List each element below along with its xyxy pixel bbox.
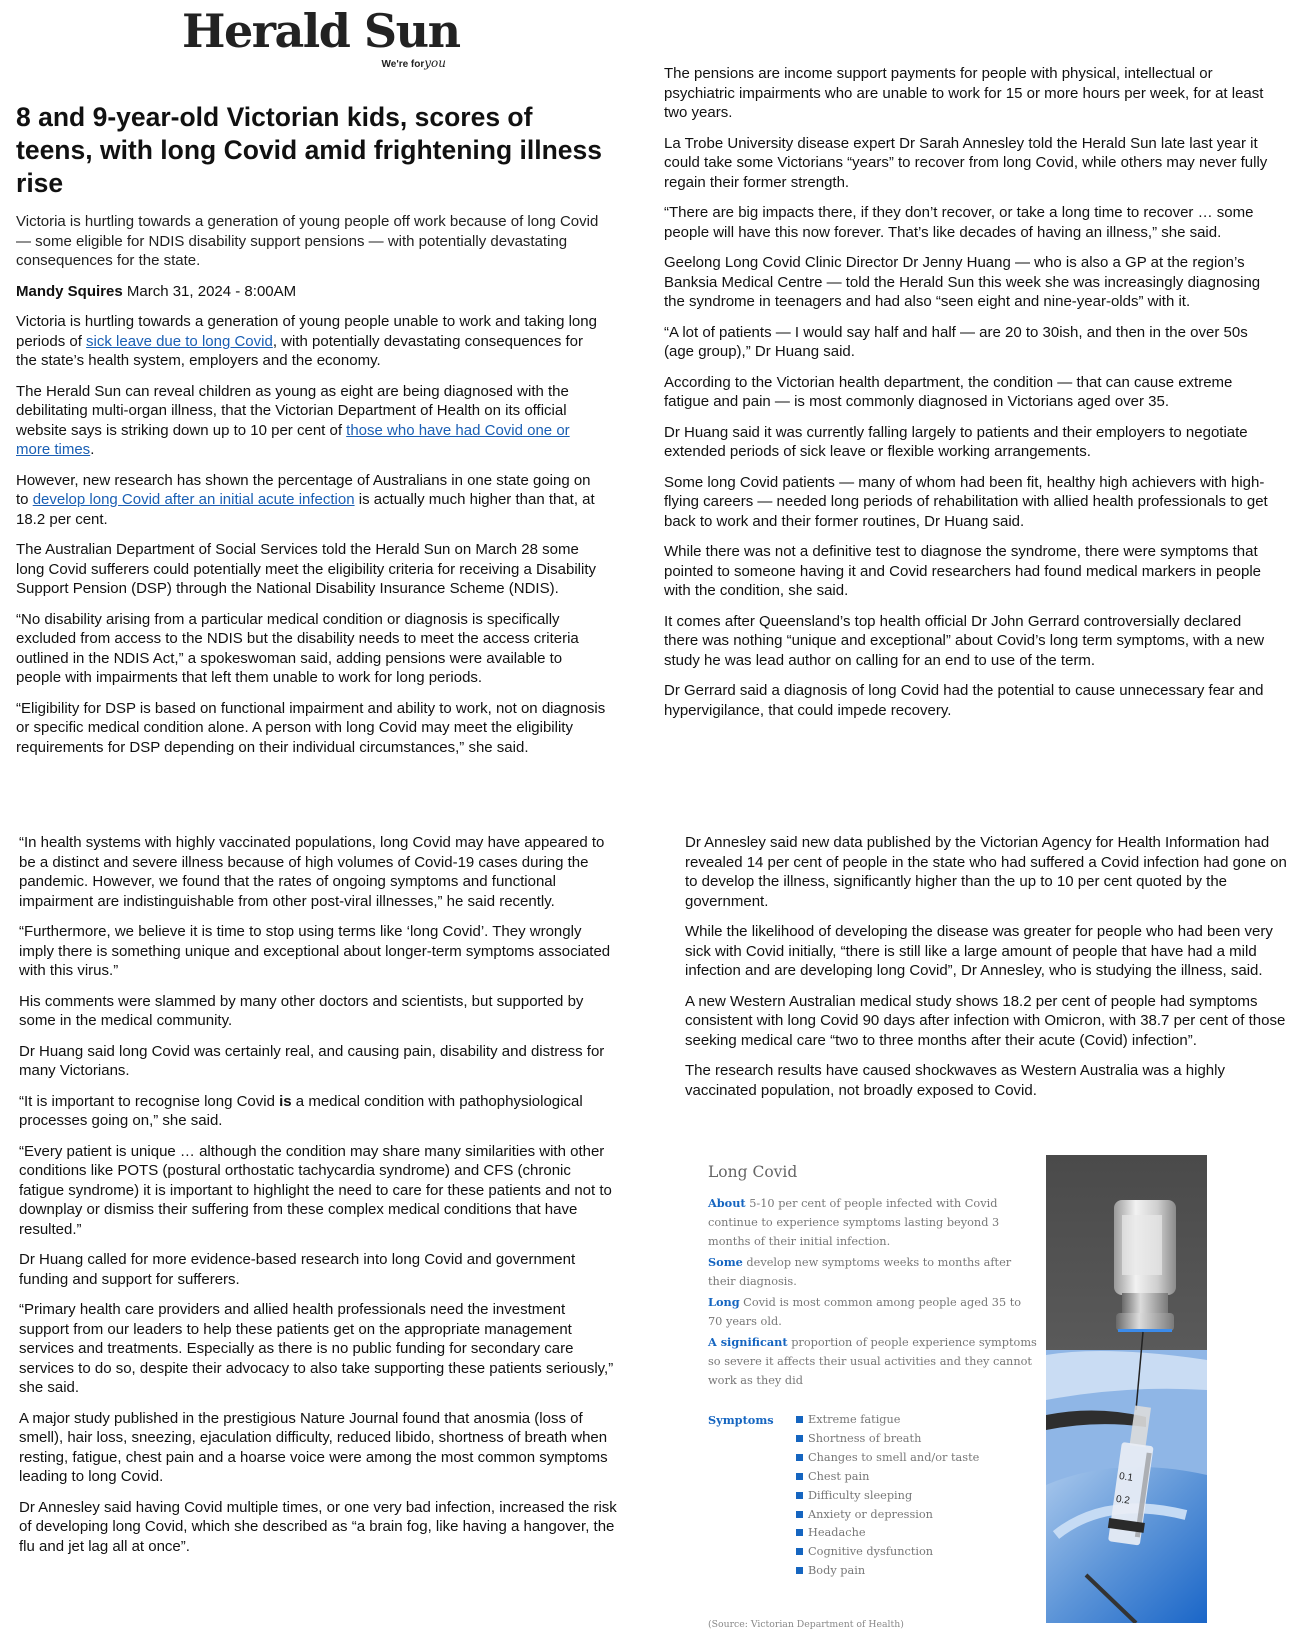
symptom-item (796, 1430, 979, 1449)
text: . (90, 441, 95, 458)
symptom-text: Difficulty sleeping (808, 1488, 913, 1502)
paragraph: “There are big impacts there, if they don’t recover, or take a long time to recover … some people will have this now forever. That’s like decades of having an illness,” she said. (664, 204, 1254, 241)
paragraph: “Primary health care providers and allied health professionals need the investment support from our leaders to help these patients get on the appropriate management services and treatments. Especially as there is no public funding for secondary care services to do so, despite their advocacy to also take supporting these patients seriously,” she said. (19, 1301, 614, 1396)
logo-tagline (382, 56, 447, 70)
paragraph: The Australian Department of Social Services told the Herald Sun on March 28 some long Covid sufferers could potentially meet the eligibility criteria for receiving a Disability Support Pension (DSP) through the National Disability Insurance Scheme (NDIS). (16, 541, 596, 597)
symptom-text: Body pain (808, 1564, 866, 1578)
paragraph: Dr Gerrard said a diagnosis of long Covid had the potential to cause unnecessary fear and hypervigilance, that could impede recovery. (664, 682, 1264, 719)
cap-rim (1118, 1329, 1172, 1332)
paragraph: According to the Victorian health department, the condition — that can cause extreme fatigue and pain — is most commonly diagnosed in Victorians aged over 35. (664, 373, 1233, 410)
vial-neck (1122, 1293, 1168, 1315)
paragraph: Dr Huang said long Covid was certainly real, and causing pain, disability and distress for many Victorians. (19, 1042, 605, 1079)
fact-text: Covid is most common among people aged 35 to 70 years old. (708, 1296, 1022, 1328)
long-covid-infographic (708, 1163, 1038, 1634)
herald-sun-logo[interactable] (182, 4, 460, 74)
article-column-2 (664, 64, 1274, 731)
tagline-prefix: We're for (381, 59, 425, 70)
symptom-item (796, 1524, 979, 1543)
symptom-item (796, 1543, 979, 1562)
square-bullet-icon (796, 1473, 803, 1480)
paragraph: Dr Huang said it was currently falling largely to patients and their employers to negotiate extended periods of sick leave or flexible working arrangements. (664, 423, 1248, 460)
symptom-text: Anxiety or depression (808, 1507, 933, 1521)
paragraph: “Every patient is unique … although the condition may share many similarities with other conditions like POTS (postural orthostatic tachycardia syndrome) and CFS (chronic fatigue syndrome) it is important to highlight the need to care for these patients and not to downplay or dismiss their suffering from these complex medical conditions that have resulted.” (19, 1142, 612, 1238)
article-standfirst: Victoria is hurtling towards a generation of young people off work because of long Covid — some eligible for NDIS disability support pensions — with potentially devastating consequences for the state. (16, 213, 599, 269)
paragraph: His comments were slammed by many other doctors and scientists, but supported by some in the medical community. (19, 992, 584, 1029)
paragraph: “A lot of patients — I would say half and half — are 20 to 30ish, and then in the over 50s (age group),” Dr Huang said. (664, 323, 1248, 360)
symptom-item (796, 1506, 979, 1525)
square-bullet-icon (796, 1454, 803, 1461)
paragraph: “In health systems with highly vaccinated populations, long Covid may have appeared to be a distinct and severe illness because of high volumes of Covid-19 cases during the pandemic. However, we found that the rates of ongoing symptoms and functional impairment are indistinguishable from other post-viral illnesses,” he said recently. (19, 834, 605, 910)
article-column-4 (685, 833, 1290, 1111)
article-headline: 8 and 9-year-old Victorian kids, scores of teens, with long Covid amid frightening illness rise (16, 102, 602, 198)
paragraph: Dr Huang called for more evidence-based research into long Covid and government funding and support for sufferers. (19, 1251, 576, 1288)
article-column-3 (19, 833, 619, 1567)
infographic-source: (Source: Victorian Department of Health) (708, 1619, 904, 1631)
tagline-script: you (424, 56, 446, 70)
paragraph: While the likelihood of developing the disease was greater for people who had been very sick with Covid initially, “there is still like a large amount of people that have had a mild infection and are developing long Covid”, Dr Annesley, who is studying the illness, said. (685, 923, 1273, 979)
text: However, new research has shown the percentage of Australians in one state going on to (16, 471, 591, 508)
paragraph: It comes after Queensland’s top health official Dr John Gerrard controversially declared there was nothing “unique and exceptional” about Covid’s long term symptoms, with a new study he was lead author on calling for an end to use of the term. (664, 612, 1265, 669)
square-bullet-icon (796, 1416, 803, 1423)
fact-lead: A significant (708, 1335, 788, 1349)
link-sick-leave[interactable]: sick leave due to long Covid (86, 332, 273, 350)
symptom-text: Shortness of breath (808, 1431, 922, 1445)
paragraph: “Eligibility for DSP is based on functional impairment and ability to work, not on diagnosis or specific medical condition alone. A person with long Covid may meet the eligibility requirements for DSP depending on their individual circumstances,” she said. (16, 699, 606, 756)
square-bullet-icon (796, 1567, 803, 1574)
paragraph: Some long Covid patients — many of whom had been fit, healthy high achievers with high-flying careers — needed long periods of rehabilitation with allied health professionals to get back to work and their former routines, Dr Huang said. (664, 473, 1268, 530)
infographic-title: Long Covid (708, 1163, 798, 1181)
text: Victoria is hurtling towards a generation of young people unable to work and taking long periods of (16, 313, 597, 350)
infographic-fact (708, 1333, 1038, 1390)
paragraph: “No disability arising from a particular medical condition or diagnosis is specifically excluded from access to the NDIS but the disability needs to meet the access criteria outlined in the NDIS Act,” a spokeswoman said, adding pensions were available to people with impairments that left them unable to work for long periods. (16, 610, 579, 686)
symptom-item (796, 1487, 979, 1506)
fact-lead: Long (708, 1295, 740, 1309)
symptom-text: Chest pain (808, 1469, 870, 1483)
vaccine-syringe-photo (1046, 1155, 1207, 1623)
syringe-mark-0-1: 0.1 (1118, 1471, 1134, 1484)
symptoms-block (708, 1411, 1038, 1581)
symptoms-label: Symptoms (708, 1413, 774, 1427)
paragraph: Dr Annesley said having Covid multiple times, or one very bad infection, increased the risk of developing long Covid, which she described as “a brain fog, like having a hangover, the flu and jet lag all at once”. (19, 1498, 617, 1555)
paragraph: The research results have caused shockwaves as Western Australia was a highly vaccinated population, not broadly exposed to Covid. (685, 1062, 1225, 1099)
paragraph: La Trobe University disease expert Dr Sarah Annesley told the Herald Sun late last year it could take some Victorians “years” to recover from long Covid, while others may never fully regain their former strength. (664, 134, 1268, 191)
symptom-text: Extreme fatigue (808, 1413, 901, 1426)
square-bullet-icon (796, 1529, 803, 1536)
symptom-item (796, 1411, 979, 1430)
syringe-mark-0-2: 0.2 (1115, 1493, 1131, 1507)
emphasis: is (279, 1092, 292, 1110)
symptom-text: Headache (808, 1526, 866, 1540)
symptoms-list (796, 1411, 979, 1581)
text: is actually much higher than that, at 18.2 per cent. (16, 491, 595, 528)
fact-lead: About (708, 1196, 746, 1210)
vial-cap (1116, 1313, 1174, 1331)
square-bullet-icon (796, 1492, 803, 1499)
paragraph (19, 1092, 619, 1131)
paragraph: Dr Annesley said new data published by the Victorian Agency for Health Information had revealed 14 per cent of people in the state who had suffered a Covid infection had gone on to develop the illness, significantly higher than the up to 10 per cent quoted by the government. (685, 834, 1287, 910)
author-name[interactable]: Mandy Squires (16, 282, 123, 300)
square-bullet-icon (796, 1548, 803, 1555)
paragraph: The pensions are income support payments for people with physical, intellectual or psychiatric impairments who are unable to work for 15 or more hours per week, for at least two years. (664, 65, 1264, 121)
link-covid-one-or-more[interactable]: those who have had Covid one or more times (16, 421, 570, 458)
fact-text: proportion of people experience symptoms so severe it affects their usual activities and they cannot work as they did (708, 1336, 1037, 1387)
infographic-fact (708, 1194, 1038, 1251)
paragraph (16, 312, 606, 371)
symptom-text: Cognitive dysfunction (808, 1545, 934, 1559)
paragraph: While there was not a definitive test to diagnose the syndrome, there were symptoms that pointed to someone having it and Covid researchers had found medical markers in people with the condition, she said. (664, 543, 1262, 599)
fact-lead: Some (708, 1255, 743, 1269)
square-bullet-icon (796, 1435, 803, 1442)
text: “It is important to recognise long Covid (19, 1092, 280, 1110)
infographic-fact (708, 1293, 1038, 1331)
paragraph: Geelong Long Covid Clinic Director Dr Jenny Huang — who is also a GP at the region’s Banksia Medical Centre — told the Herald Sun this week she was increasingly diagnosing the syndrome in teenagers and had also “seen eight and nine-year-olds” with it. (664, 254, 1261, 310)
text: a medical condition with pathophysiological processes going on,” she said. (19, 1092, 583, 1129)
paragraph: A major study published in the prestigious Nature Journal found that anosmia (loss of smell), hair loss, sneezing, ejaculation difficulty, reduced libido, shortness of breath when resting, fatigue, chest pain and a hoarse voice were among the most common symptoms leading to long Covid. (19, 1409, 608, 1485)
infographic-fact (708, 1253, 1038, 1291)
text: , with potentially devastating consequences for the state’s health system, employers and the economy. (16, 332, 584, 369)
square-bullet-icon (796, 1511, 803, 1518)
paragraph (16, 471, 606, 530)
symptom-text: Changes to smell and/or taste (808, 1450, 980, 1464)
link-develop-long-covid[interactable]: develop long Covid after an initial acute infection (32, 491, 355, 508)
vial-label (1122, 1215, 1162, 1275)
symptom-item (796, 1449, 979, 1468)
publish-date: March 31, 2024 - 8:00AM (126, 282, 297, 300)
logo-wordmark: Herald Sun (182, 4, 460, 58)
fact-text: 5-10 per cent of people infected with Covid continue to experience symptoms lasting beyond 3 months of their initial infection. (708, 1197, 1000, 1248)
text: The Herald Sun can reveal children as young as eight are being diagnosed with the debilitating multi-organ illness, that the Victorian Department of Health on its official website says is striking down up to 10 per cent of (16, 382, 569, 439)
symptom-item (796, 1468, 979, 1487)
symptom-item (796, 1562, 979, 1581)
vaccine-illustration (1046, 1155, 1207, 1623)
paragraph: A new Western Australian medical study shows 18.2 per cent of people had symptoms consistent with long Covid 90 days after infection with Omicron, with 38.7 per cent of those seeking medical care “two to three months after their acute (Covid) infection”. (685, 992, 1286, 1049)
paragraph (16, 382, 606, 460)
paragraph: “Furthermore, we believe it is time to stop using terms like ‘long Covid’. They wrongly imply there is something unique and exceptional about longer-term symptoms associated with this virus.” (19, 923, 611, 979)
byline (16, 282, 606, 302)
article-column-1 (16, 101, 606, 768)
fact-text: develop new symptoms weeks to months after their diagnosis. (708, 1256, 1012, 1288)
